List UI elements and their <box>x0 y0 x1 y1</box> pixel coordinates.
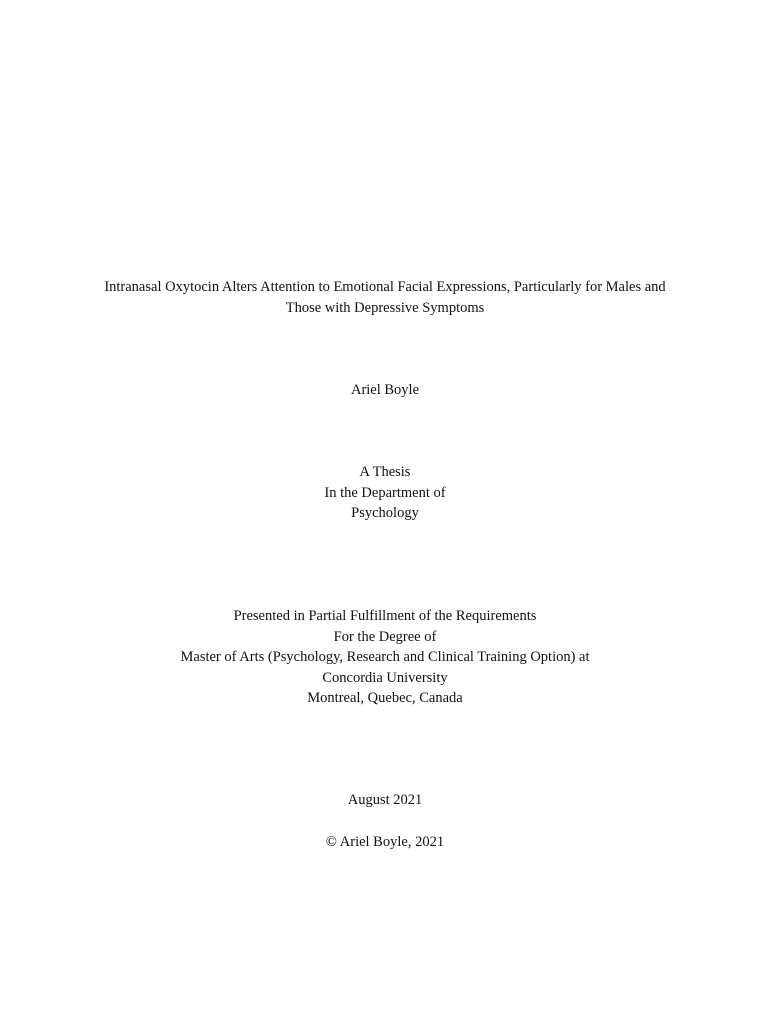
department-line: Psychology <box>351 505 419 521</box>
thesis-title-line: Intranasal Oxytocin Alters Attention to Emotional Facial Expressions, Particularly for Males and <box>104 279 666 295</box>
thesis-title-line: Those with Depressive Symptoms <box>285 299 485 316</box>
degree-line: Concordia University <box>322 669 448 686</box>
department-line: A Thesis <box>359 464 411 480</box>
degree-statement <box>0 606 770 709</box>
department-line: In the Department of <box>324 484 446 501</box>
degree-line: Montreal, Quebec, Canada <box>307 690 463 706</box>
copyright-text: © Ariel Boyle, 2021 <box>325 834 445 850</box>
author-name <box>0 380 770 401</box>
author-name-text: Ariel Boyle <box>350 382 420 398</box>
department-statement <box>0 462 770 524</box>
copyright-notice <box>0 832 770 853</box>
degree-line: Presented in Partial Fulfillment of the Requirements <box>233 608 537 624</box>
submission-date <box>0 790 770 811</box>
degree-line: Master of Arts (Psychology, Research and Clinical Training Option) at <box>180 649 590 665</box>
thesis-title <box>0 277 770 318</box>
degree-line: For the Degree of <box>333 628 437 645</box>
submission-date-text: August 2021 <box>347 792 423 808</box>
